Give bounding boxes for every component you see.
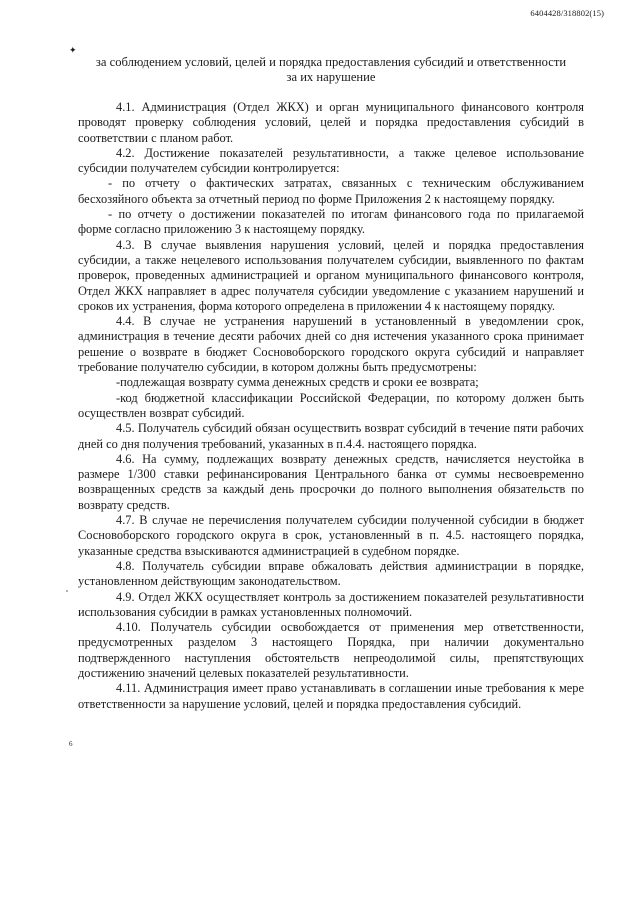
scan-mark: ✦ bbox=[69, 45, 77, 55]
paragraph-4-10: 4.10. Получатель субсидии освобождается от применения мер ответственности, предусмотренных разделом 3 настоящего Порядка, при наличии документально подтвержденного наступления обстоятельств непреодолимой силы, препятствующих достижению значений целевых показателей результативности. bbox=[78, 620, 584, 680]
paragraph-4-4-item-1: -подлежащая возврату сумма денежных средств и сроки ее возврата; bbox=[116, 375, 479, 390]
document-body bbox=[78, 100, 584, 712]
document-number: 6404428/318802(15) bbox=[530, 8, 604, 18]
paragraph-4-2-item-2: - по отчету о достижении показателей по итогам финансового года по прилагаемой форме согласно приложению 3 к настоящему порядку. bbox=[78, 207, 584, 237]
heading-line-2: за их нарушение bbox=[286, 70, 376, 84]
paragraph-4-4-item-2: -код бюджетной классификации Российской Федерации, по которому должен быть осуществлен возврат субсидий. bbox=[78, 390, 584, 420]
paragraph-4-5: 4.5. Получатель субсидий обязан осуществить возврат субсидий в течение пяти рабочих дней со дня получения требований, указанных в п.4.4. настоящего порядка. bbox=[78, 421, 584, 451]
paragraph-4-2-item-1: - по отчету о фактических затратах, связанных с техническим обслуживанием бесхозяйного объекта за отчетный период по форме Приложения 2 к настоящему порядку. bbox=[78, 176, 584, 206]
paragraph-4-9: 4.9. Отдел ЖКХ осуществляет контроль за достижением показателей результативности использования субсидии в рамках установленных полномочий. bbox=[78, 589, 584, 619]
paragraph-4-8: 4.8. Получатель субсидии вправе обжаловать действия администрации в порядке, установленном действующим законодательством. bbox=[78, 558, 584, 589]
heading-line-1: за соблюдением условий, целей и порядка предоставления субсидий и ответственности bbox=[95, 55, 567, 69]
section-heading bbox=[78, 55, 584, 85]
margin-mark: 6 bbox=[69, 740, 73, 748]
paragraph-4-1: 4.1. Администрация (Отдел ЖКХ) и орган муниципального финансового контроля проводят проверку соблюдения условий, целей и порядка предоставления субсидий в соответствии с планом работ. bbox=[78, 100, 584, 145]
paragraph-4-7: 4.7. В случае не перечисления получателем субсидии полученной субсидии в бюджет Сосновоборского городского округа в срок, установленный в п. 4.5. настоящего порядка, указанные средства взыскиваются администрацией в судебном порядке. bbox=[78, 513, 584, 558]
scan-dot bbox=[66, 590, 68, 592]
paragraph-4-2: 4.2. Достижение показателей результативности, а также целевое использование субсидии получателем субсидии контролируется: bbox=[78, 145, 584, 176]
paragraph-4-4: 4.4. В случае не устранения нарушений в установленный в уведомлении срок, администрация в течение десяти рабочих дней со дня истечения указанного срока принимает решение о возврате в бюджет Сосновоборского городского округа субсидий и направляет требование получателю субсидии, в котором должны быть предусмотрены: bbox=[78, 314, 584, 375]
paragraph-4-3: 4.3. В случае выявления нарушения условий, целей и порядка предоставления субсидии, а также нецелевого использования получателем субсидии, выявленного по фактам проверок, проведенных администрацией и органом муниципального финансового контроля, Отдел ЖКХ направляет в адрес получателя субсидии уведомление с указанием нарушений и сроков их устранения, форма которого определена в приложении 4 к настоящему порядку. bbox=[78, 237, 584, 313]
paragraph-4-11: 4.11. Администрация имеет право устанавливать в соглашении иные требования к мере ответственности за нарушение условий, целей и порядка предоставления субсидий. bbox=[78, 681, 584, 711]
paragraph-4-6: 4.6. На сумму, подлежащих возврату денежных средств, начисляется неустойка в размере 1/300 ставки рефинансирования Центрального банка от суммы несвоевременно возвращенных средств за каждый день просрочки до полного выполнения обязательств по возврату средств. bbox=[78, 451, 584, 512]
